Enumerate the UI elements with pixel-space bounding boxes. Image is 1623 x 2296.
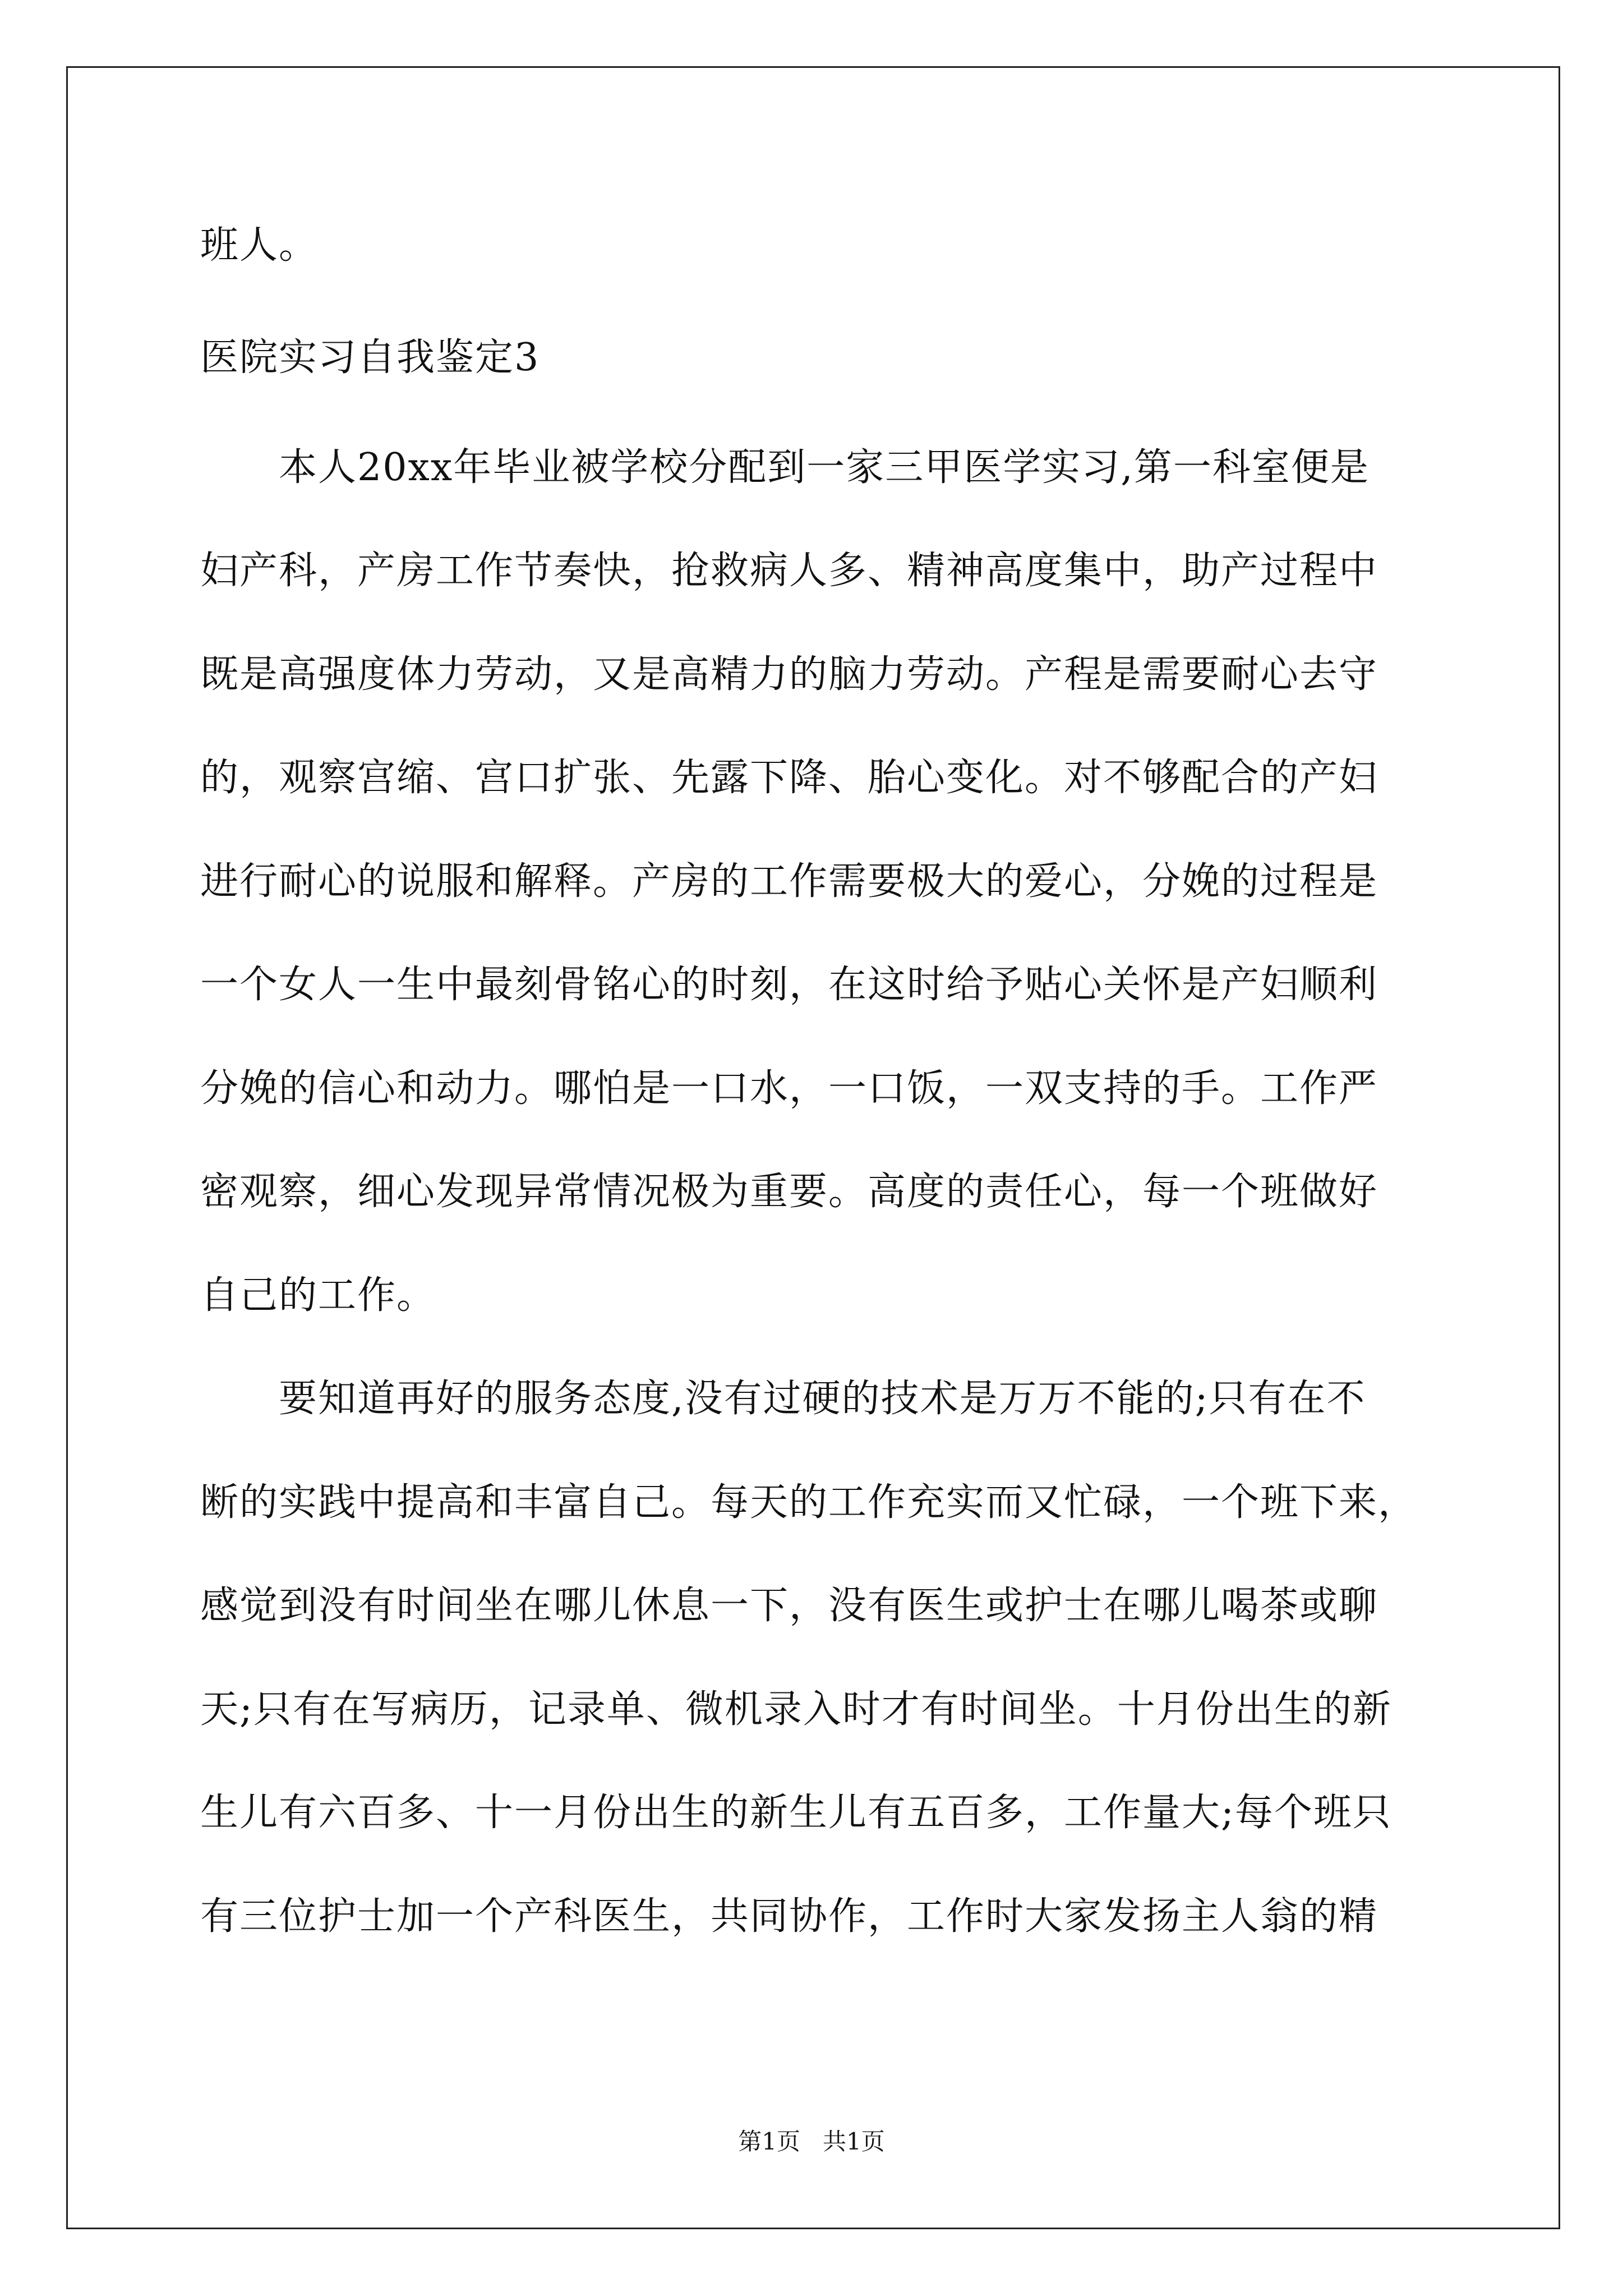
paragraph-1-line-6: 一个女人一生中最刻骨铭心的时刻，在这时给予贴心关怀是产妇顺利 [200, 963, 1378, 1007]
paragraph-2-line-5: 生儿有六百多、十一月份出生的新生儿有五百多，工作量大;每个班只 [200, 1791, 1392, 1835]
paragraph-2-line-1: 要知道再好的服务态度,没有过硬的技术是万万不能的;只有在不 [279, 1377, 1366, 1421]
paragraph-1-line-1: 本人20xx年毕业被学校分配到一家三甲医学实习,第一科室便是 [279, 445, 1370, 490]
paragraph-1-line-9: 自己的工作。 [200, 1273, 436, 1318]
paragraph-2-line-4: 天;只有在写病历，记录单、微机录入时才有时间坐。十月份出生的新 [200, 1687, 1392, 1732]
text-line-continuation: 班人。 [200, 223, 319, 268]
paragraph-1-line-5: 进行耐心的说服和解释。产房的工作需要极大的爱心，分娩的过程是 [200, 859, 1378, 904]
paragraph-2-line-3: 感觉到没有时间坐在哪儿休息一下，没有医生或护士在哪儿喝茶或聊 [200, 1584, 1378, 1628]
paragraph-1-line-4: 的，观察宫缩、宫口扩张、先露下降、胎心变化。对不够配合的产妇 [200, 756, 1378, 800]
paragraph-1-line-8: 密观察，细心发现异常情况极为重要。高度的责任心，每一个班做好 [200, 1170, 1378, 1214]
paragraph-2-line-6: 有三位护士加一个产科医生，共同协作，工作时大家发扬主人翁的精 [200, 1894, 1378, 1939]
paragraph-1-line-7: 分娩的信心和动力。哪怕是一口水，一口饭，一双支持的手。工作严 [200, 1066, 1378, 1111]
paragraph-2-line-2: 断的实践中提高和丰富自己。每天的工作充实而又忙碌，一个班下来， [200, 1480, 1418, 1525]
page-number-footer: 第1页 共1页 [738, 2128, 885, 2155]
paragraph-1-line-2: 妇产科，产房工作节奏快，抢救病人多、精神高度集中，助产过程中 [200, 549, 1378, 593]
section-heading: 医院实习自我鉴定3 [200, 335, 540, 380]
paragraph-1-line-3: 既是高强度体力劳动，又是高精力的脑力劳动。产程是需要耐心去守 [200, 652, 1378, 697]
